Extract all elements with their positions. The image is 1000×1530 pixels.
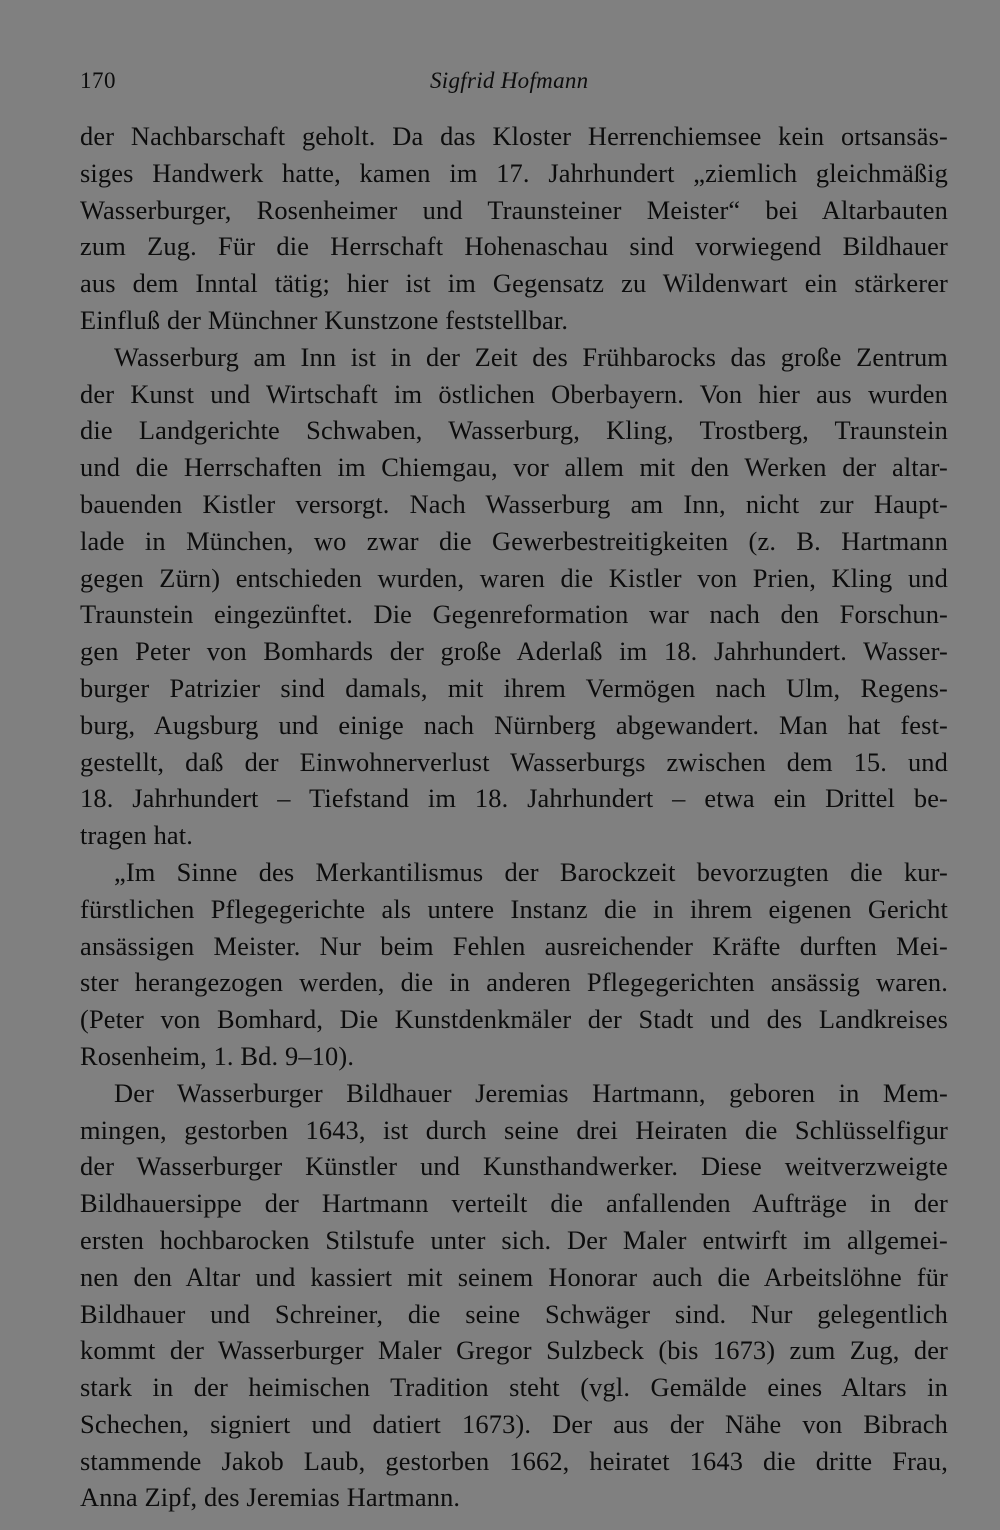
paragraph bbox=[80, 118, 948, 339]
text-line: die Landgerichte Schwaben, Wasserburg, Kling, Trostberg, Traunstein bbox=[80, 415, 948, 446]
text-line: Rosenheim, 1. Bd. 9–10). bbox=[80, 1040, 355, 1071]
text-line: Bildhauer und Schreiner, die seine Schwäger sind. Nur gelegentlich bbox=[80, 1298, 948, 1329]
body-text bbox=[80, 118, 948, 1516]
text-line: lade in München, wo zwar die Gewerbestreitigkeiten (z. B. Hartmann bbox=[80, 525, 948, 556]
text-line: fürstlichen Pflegegerichte als untere Instanz die in ihrem eigenen Gericht bbox=[80, 893, 948, 924]
text-line: 18. Jahrhundert – Tiefstand im 18. Jahrhundert – etwa ein Drittel be- bbox=[80, 783, 948, 814]
text-line: gen Peter von Bomhards der große Aderlaß im 18. Jahrhundert. Wasser- bbox=[80, 636, 948, 667]
text-line: Wasserburger, Rosenheimer und Traunsteiner Meister“ bei Altarbauten bbox=[80, 194, 948, 225]
paragraph bbox=[80, 854, 948, 1075]
text-line: Einfluß der Münchner Kunstzone feststellbar. bbox=[80, 304, 569, 335]
text-line: der Wasserburger Künstler und Kunsthandwerker. Diese weitverzweigte bbox=[80, 1151, 948, 1182]
text-line: gestellt, daß der Einwohnerverlust Wasserburgs zwischen dem 15. und bbox=[80, 746, 948, 777]
text-line: nen den Altar und kassiert mit seinem Honorar auch die Arbeitslöhne für bbox=[80, 1261, 948, 1292]
text-line: Der Wasserburger Bildhauer Jeremias Hartmann, geboren in Mem- bbox=[114, 1077, 948, 1108]
text-line: mingen, gestorben 1643, ist durch seine drei Heiraten die Schlüsselfigur bbox=[80, 1114, 948, 1145]
text-line: und die Herrschaften im Chiemgau, vor allem mit den Werken der altar- bbox=[80, 452, 948, 483]
page-header bbox=[80, 62, 948, 104]
text-line: siges Handwerk hatte, kamen im 17. Jahrhundert „ziemlich gleichmäßig bbox=[80, 157, 948, 188]
paragraph bbox=[80, 1075, 948, 1517]
page-number: 170 bbox=[80, 68, 116, 93]
text-line: bauenden Kistler versorgt. Nach Wasserburg am Inn, nicht zur Haupt- bbox=[80, 488, 948, 519]
paragraph bbox=[80, 339, 948, 854]
text-line: der Kunst und Wirtschaft im östlichen Oberbayern. Von hier aus wurden bbox=[80, 378, 948, 409]
text-line: stark in der heimischen Tradition steht (vgl. Gemälde eines Altars in bbox=[80, 1372, 948, 1403]
text-line: „Im Sinne des Merkantilismus der Barockzeit bevorzugten die kur- bbox=[114, 856, 948, 887]
text-line: Wasserburg am Inn ist in der Zeit des Frühbarocks das große Zentrum bbox=[114, 341, 948, 372]
text-line: stammende Jakob Laub, gestorben 1662, heiratet 1643 die dritte Frau, bbox=[80, 1445, 948, 1476]
text-line: gegen Zürn) entschieden wurden, waren die Kistler von Prien, Kling und bbox=[80, 562, 948, 593]
text-line: (Peter von Bomhard, Die Kunstdenkmäler der Stadt und des Landkreises bbox=[80, 1004, 948, 1035]
text-line: Bildhauersippe der Hartmann verteilt die anfallenden Aufträge in der bbox=[80, 1188, 948, 1219]
text-line: ster herangezogen werden, die in anderen Pflegegerichten ansässig waren. bbox=[80, 967, 948, 998]
text-line: zum Zug. Für die Herrschaft Hohenaschau sind vorwiegend Bildhauer bbox=[80, 231, 948, 262]
text-line: ersten hochbarocken Stilstufe unter sich. Der Maler entwirft im allgemei- bbox=[80, 1224, 948, 1255]
text-line: Anna Zipf, des Jeremias Hartmann. bbox=[80, 1482, 461, 1513]
text-line: Traunstein eingezünftet. Die Gegenreformation war nach den Forschun- bbox=[80, 599, 948, 630]
text-line: der Nachbarschaft geholt. Da das Kloster Herrenchiemsee kein ortsansäs- bbox=[80, 121, 948, 151]
book-page bbox=[80, 62, 948, 1516]
text-line: burg, Augsburg und einige nach Nürnberg abgewandert. Man hat fest- bbox=[80, 709, 948, 740]
text-line: ansässigen Meister. Nur beim Fehlen ausreichender Kräfte durften Mei- bbox=[80, 930, 948, 961]
text-line: tragen hat. bbox=[80, 820, 194, 851]
text-line: burger Patrizier sind damals, mit ihrem Vermögen nach Ulm, Regens- bbox=[80, 672, 948, 703]
text-line: aus dem Inntal tätig; hier ist im Gegensatz zu Wildenwart ein stärkerer bbox=[80, 268, 948, 299]
text-line: kommt der Wasserburger Maler Gregor Sulzbeck (bis 1673) zum Zug, der bbox=[80, 1335, 948, 1366]
running-head-author: Sigfrid Hofmann bbox=[430, 68, 589, 93]
text-line: Schechen, signiert und datiert 1673). Der aus der Nähe von Bibrach bbox=[80, 1408, 948, 1439]
